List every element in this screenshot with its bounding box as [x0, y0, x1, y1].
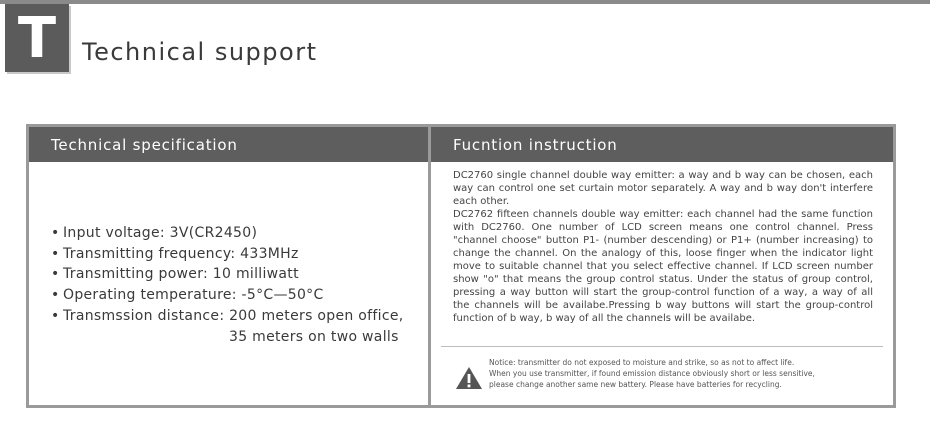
function-header: Fucntion instruction — [431, 127, 893, 162]
warning-triangle-icon — [455, 366, 483, 390]
bullet-icon: • — [51, 307, 60, 324]
spec-item: • Input voltage: 3V(CR2450) — [51, 223, 403, 244]
function-column — [431, 127, 893, 405]
support-panel — [26, 124, 896, 408]
page-title: Technical support — [82, 38, 318, 66]
spec-item: • Transmssion distance: 200 meters open office, — [51, 306, 403, 327]
spec-list — [51, 223, 403, 347]
notice-line: When you use transmitter, if found emission distance obviously short or less sensitive, — [489, 369, 815, 378]
title-badge: T — [5, 4, 69, 72]
notice-box — [451, 356, 871, 396]
bullet-icon: • — [51, 266, 60, 283]
spec-item-continuation: 35 meters on two walls — [229, 328, 399, 345]
divider — [441, 346, 883, 347]
bullet-icon: • — [51, 245, 60, 262]
spec-item: • Operating temperature: -5°C—50°C — [51, 285, 403, 306]
top-rule — [0, 0, 930, 4]
function-text — [453, 169, 873, 325]
function-paragraph: DC2762 fifteen channels double way emitter: each channel had the same function with DC2760. One number of LCD screen means one control channel. Press "channel choose" button P1- (number descending) or P1+ (number increasing) to change the channel. On the analogy of this, loose finger when the indicator light move to suitable channel that you select effective channel. If LCD screen number show "o" that means the group control status. Under the status of group control, pressing a way button will start the group-control function of a way, a way of all the channels will be availabe.Pressing b way buttons will start the group-control function of b way, b way of all the channels will be availabe. — [453, 209, 873, 324]
spec-header: Technical specification — [29, 127, 428, 162]
notice-line: Notice: transmitter do not exposed to moisture and strike, so as not to affect life. — [489, 358, 795, 367]
bullet-icon: • — [51, 287, 60, 304]
function-paragraph: DC2760 single channel double way emitter: a way and b way can be chosen, each way can control one set curtain motor separately. A way and b way don't interfere each other. — [453, 170, 873, 207]
spec-item: • Transmitting frequency: 433MHz — [51, 244, 403, 265]
spec-column — [29, 127, 431, 405]
notice-line: please change another same new battery. Please have batteries for recycling. — [489, 380, 782, 389]
bullet-icon: • — [51, 225, 60, 241]
spec-item: • Transmitting power: 10 milliwatt — [51, 264, 403, 285]
notice-text — [489, 357, 815, 390]
